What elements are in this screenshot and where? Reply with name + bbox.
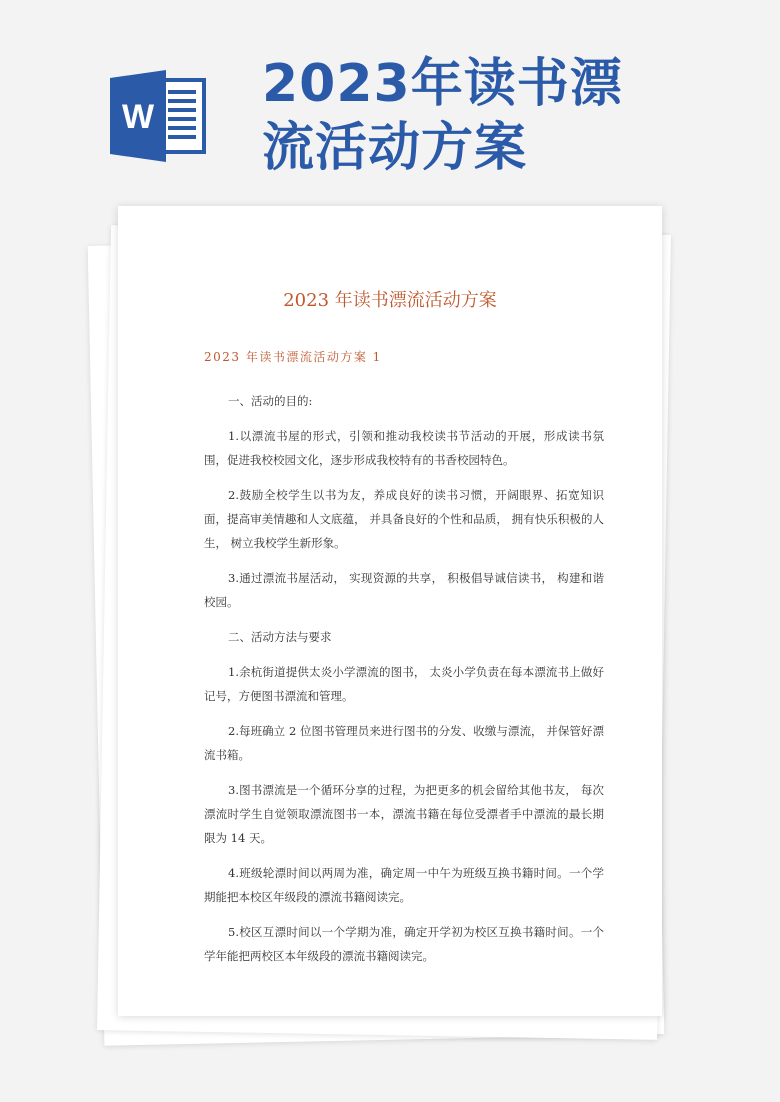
svg-text:W: W xyxy=(121,98,155,136)
paragraph: 3.通过漂流书屋活动， 实现资源的共享， 积极倡导诚信读书， 构建和谐校园。 xyxy=(204,571,604,609)
section-heading: 二、活动方法与要求 xyxy=(228,630,332,644)
document-title: 2023 年读书漂流活动方案 xyxy=(283,290,497,311)
banner-title-line1: 2023年读书漂 xyxy=(262,54,623,114)
document-page xyxy=(118,206,662,1016)
paragraph: 3.图书漂流是一个循环分享的过程，为把更多的机会留给其他书友， 每次漂流时学生自觉领取漂流图书一本，漂流书籍在每位受漂者手中漂流的最长期限为 14 天。 xyxy=(204,783,604,845)
paragraph: 5.校区互漂时间以一个学期为准，确定开学初为校区互换书籍时间。一个学年能把两校区本年级段的漂流书籍阅读完。 xyxy=(204,925,604,963)
word-icon xyxy=(110,70,208,162)
paragraph: 4.班级轮漂时间以两周为准，确定周一中午为班级互换书籍时间。一个学期能把本校区年级段的漂流书籍阅读完。 xyxy=(204,866,604,904)
document-subtitle: 2023 年读书漂流活动方案 1 xyxy=(204,350,382,364)
banner-title xyxy=(262,52,762,180)
paragraph: 1.以漂流书屋的形式，引领和推动我校读书节活动的开展，形成读书氛围，促进我校校园文化，逐步形成我校特有的书香校园特色。 xyxy=(204,429,604,467)
banner-title-line2: 流活动方案 xyxy=(262,118,528,178)
document-body xyxy=(204,389,604,979)
paragraph: 2.每班确立 2 位图书管理员来进行图书的分发、收缴与漂流， 并保管好漂流书箱。 xyxy=(204,724,604,762)
section-heading: 一、活动的目的: xyxy=(228,394,313,408)
paragraph: 2.鼓励全校学生以书为友，养成良好的读书习惯，开阔眼界、拓宽知识面，提高审美情趣和人文底蕴， 并具备良好的个性和品质， 拥有快乐积极的人生， 树立我校学生新形象。 xyxy=(204,488,604,550)
paragraph: 1.余杭街道提供太炎小学漂流的图书， 太炎小学负责在每本漂流书上做好记号，方便图书漂流和管理。 xyxy=(204,665,604,703)
